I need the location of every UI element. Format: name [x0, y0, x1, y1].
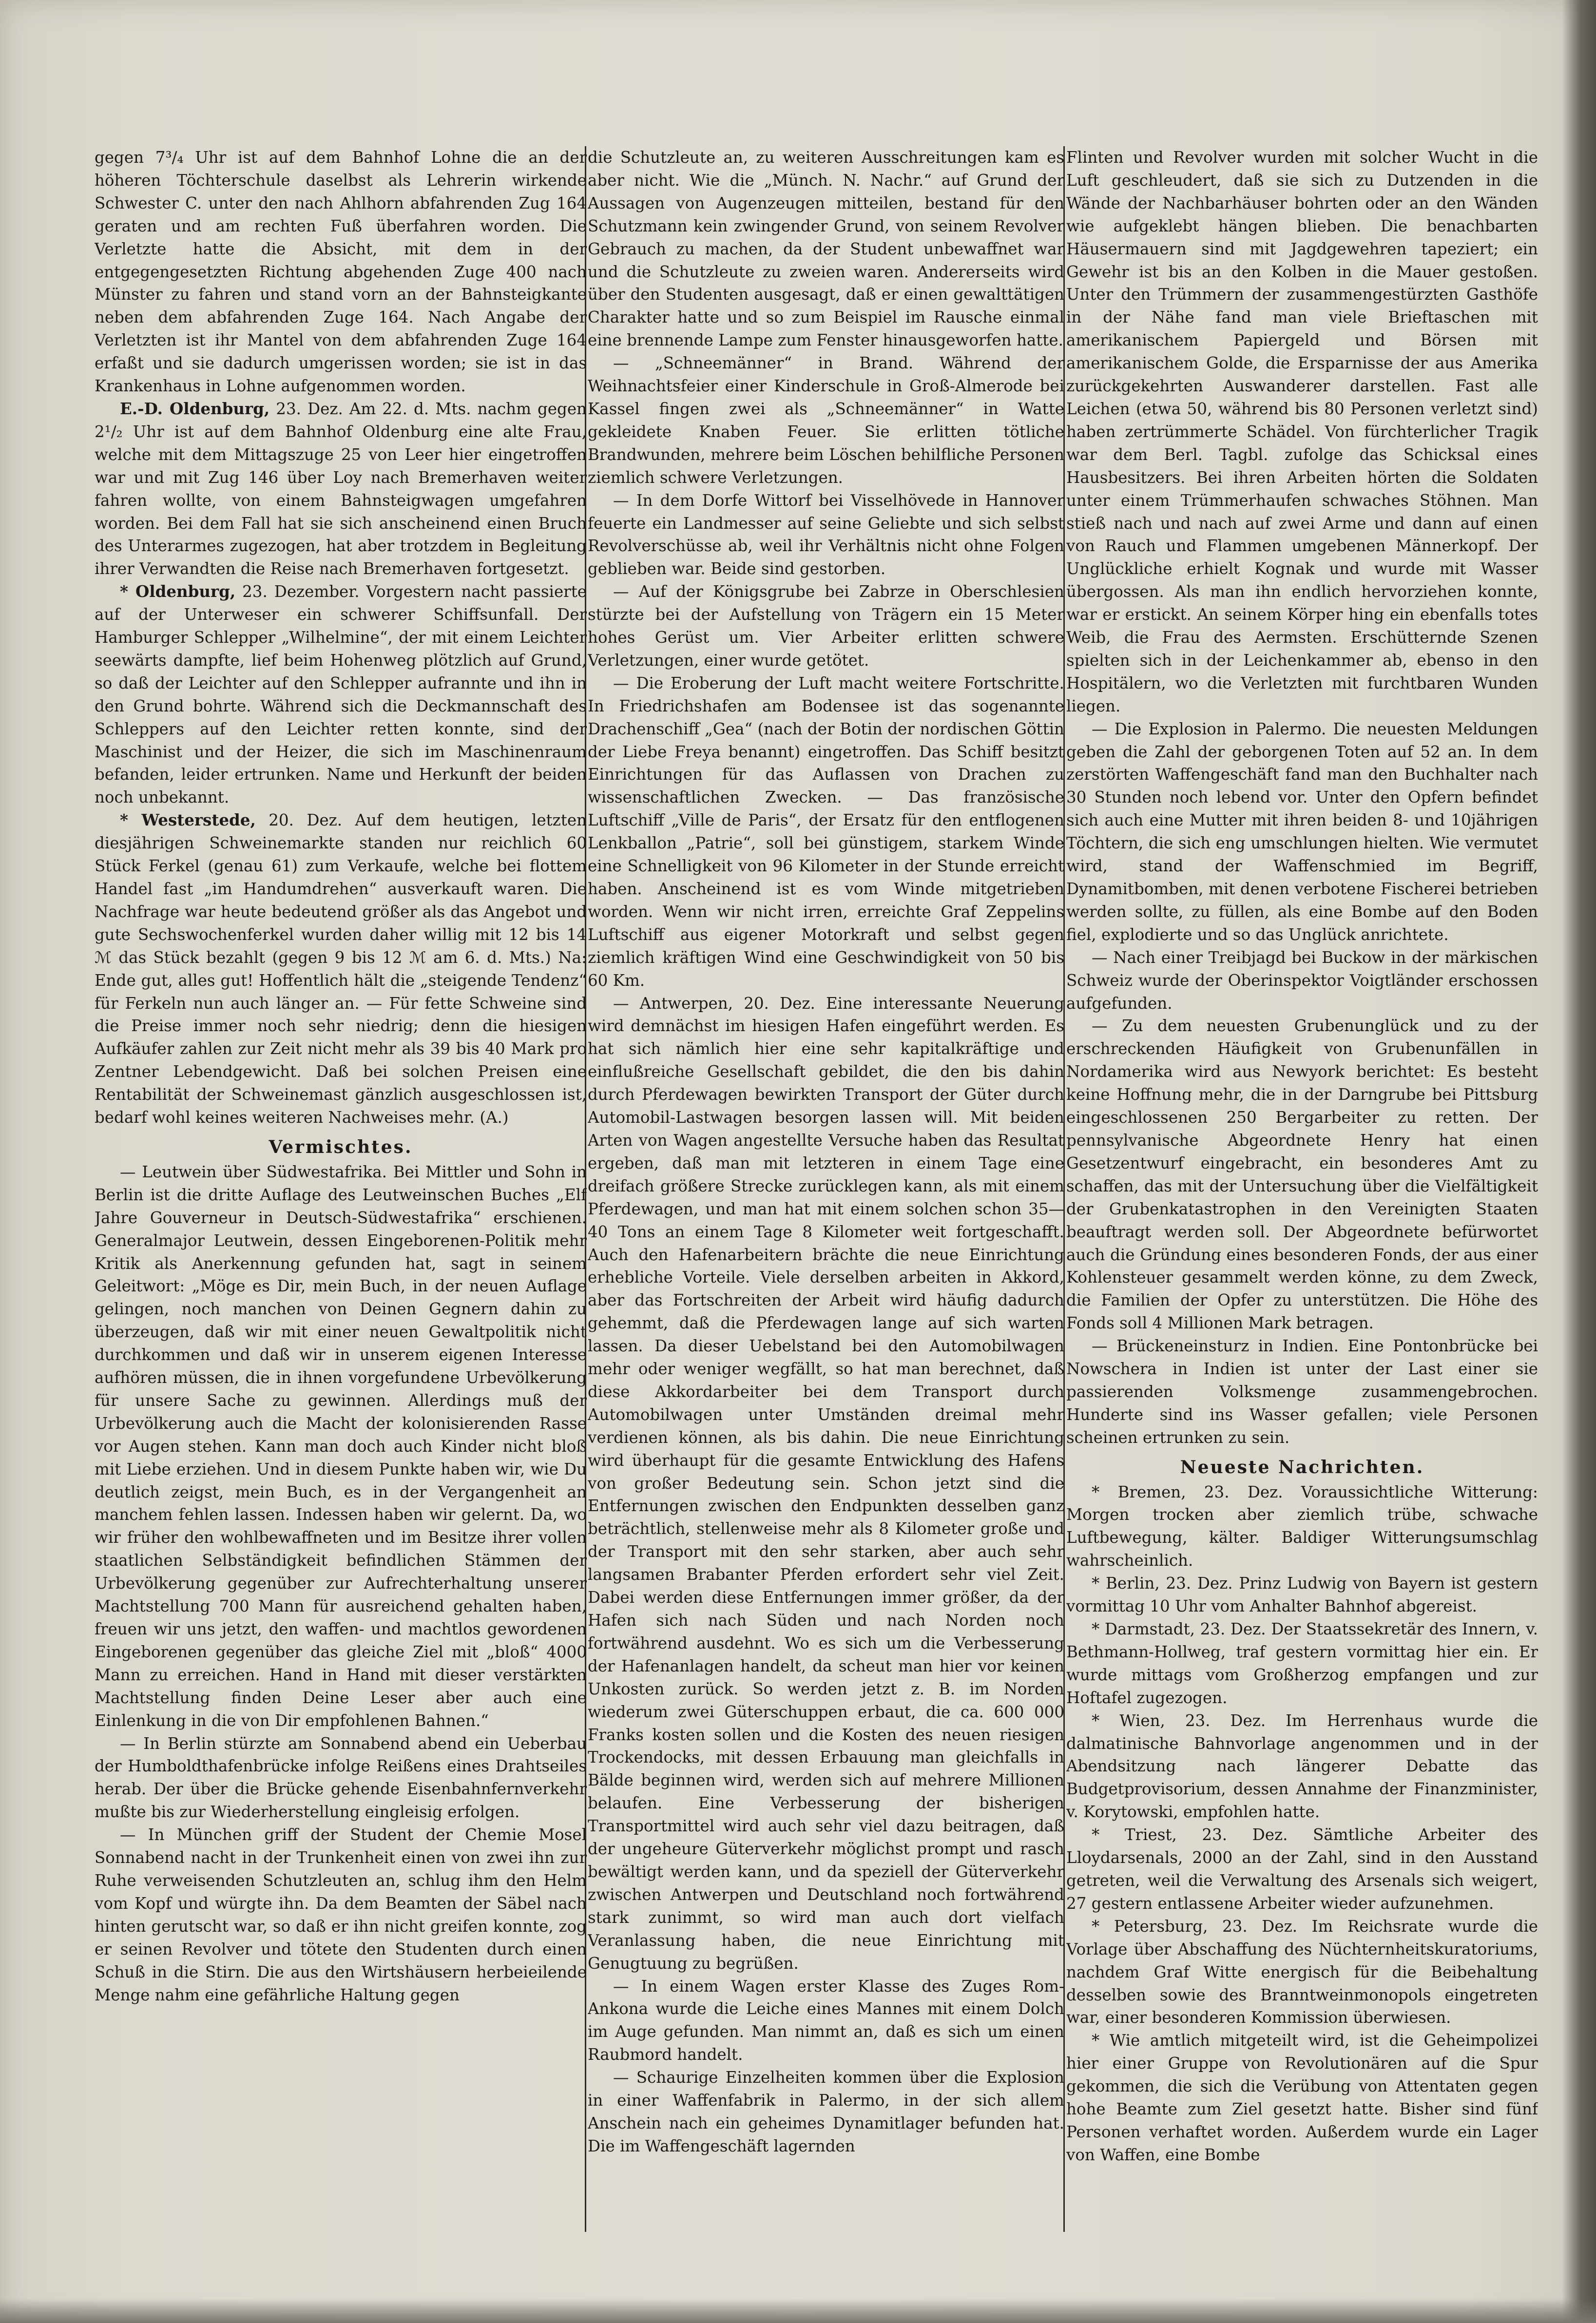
column-right	[1066, 146, 1538, 2242]
article-paragraph	[95, 146, 587, 398]
paragraph-text: * Petersburg, 23. Dez. Im Reichsrate wurde die Vorlage über Abschaffung des Nüchternheitskuratoriums, nachdem Graf Witte energisch für die Beibehaltung desselben sowie des Branntweinmonopols eingetreten war, einer besonderen Kommission überwiesen.	[1066, 1917, 1538, 2027]
article-paragraph	[588, 146, 1064, 352]
paragraph-text: 23. Dez. Am 22. d. Mts. nachm gegen 2¹/₂ Uhr ist auf dem Bahnhof Oldenburg eine alte Frau, welche mit dem Mittagszuge 25 von Leer hier eingetroffen war und mit Zug 146 über Loy nach Bremerhaven weiter fahren wollte, von einem Bahnsteigwagen umgefahren worden. Bei dem Fall hat sie sich anscheinend einen Bruch des Unterarmes zugezogen, hat aber trotzdem in Begleitung ihrer Verwandten die Reise nach Bremerhaven fortgesetzt.	[95, 399, 587, 578]
article-paragraph	[588, 672, 1064, 992]
paragraph-text: * Bremen, 23. Dez. Voraussichtliche Witterung: Morgen trocken aber ziemlich trübe, schwache Luftbewegung, kälter. Baldiger Witterungsumschlag wahrscheinlich.	[1066, 1482, 1538, 1570]
article-paragraph	[588, 2066, 1064, 2158]
article-paragraph	[1066, 1824, 1538, 1915]
dateline: * Westerstede,	[120, 810, 256, 830]
paragraph-text: Flinten und Revolver wurden mit solcher Wucht in die Luft geschleudert, daß sie sich zu Dutzenden in die Wände der Nachbarhäuser bohrten oder an den Wänden wie aufgeklebt hängen blieben. Die benachbarten Häusermauern sind mit Jagdgewehren tapeziert; ein Gewehr ist bis an den Kolben in die Mauer gestoßen. Unter den Trümmern der zusammengestürzten Gasthöfe in der Nähe fand man viele Brieftaschen mit amerikanischem Papiergeld und Börsen mit amerikanischem Golde, die Ersparnisse der aus Amerika zurückgekehrten Auswanderer darstellen. Fast alle Leichen (etwa 50, während bis 80 Personen verletzt sind) haben zertrümmerte Schädel. Von fürchterlicher Tragik war dem Berl. Tagbl. zufolge das Schicksal eines Hausbesitzers. Bei ihren Arbeiten hörten die Soldaten unter einem Trümmerhaufen schwaches Stöhnen. Man stieß nach und nach auf zwei Arme und dann auf einen von Rauch und Flammen umgebenen Männerkopf. Der Unglückliche erhielt Kognak und wurde mit Wasser übergossen. Als man ihn endlich hervorziehen konnte, war er erstickt. An seinem Körper hing ein ebenfalls totes Weib, die Frau des Aermsten. Erschütternde Szenen spielten sich in der Leichenkammer ab, ebenso in den Hospitälern, wo die Verletzten mit furchtbaren Wunden liegen.	[1066, 148, 1538, 715]
paragraph-text: 23. Dezember. Vorgestern nacht passierte auf der Unterweser ein schwerer Schiffsunfall. Der Hamburger Schlepper „Wilhelmine“, der mit einem Leichter seewärts dampfte, lief beim Hohenweg plötzlich auf Grund, so daß der Leichter auf den Schlepper aufrannte und ihn in den Grund bohrte. Während sich die Deckmannschaft des Schleppers auf den Leichter retten konnte, sind der Maschinist und der Heizer, die sich im Maschinenraum befanden, leider ertrunken. Name und Herkunft der beiden noch unbekannt.	[95, 582, 587, 807]
dateline: * Oldenburg,	[120, 582, 236, 601]
paragraph-text: — Die Eroberung der Luft macht weitere Fortschritte. In Friedrichshafen am Bodensee ist das sogenannte Drachenschiff „Gea“ (nach der Botin der nordischen Göttin der Liebe Freya benannt) eingetroffen. Das Schiff besitzt Einrichtungen für das Auflassen von Drachen zu wissenschaftlichen Zwecken. — Das französische Luftschiff „Ville de Paris“, der Ersatz für den entflogenen Lenkballon „Patrie“, soll bei günstigem, starkem Winde eine Schnelligkeit von 96 Kilometer in der Stunde erreicht haben. Anscheinend ist es vom Winde mitgetrieben worden. Wenn wir nicht irren, erreichte Graf Zeppelins Luftschiff aus eigener Motorkraft und selbst gegen ziemlich kräftigen Wind eine Geschwindigkeit von 50 bis 60 Km.	[588, 673, 1064, 990]
article-paragraph	[588, 992, 1064, 1975]
article-paragraph	[1066, 1572, 1538, 1618]
paragraph-text: — In dem Dorfe Wittorf bei Visselhövede in Hannover feuerte ein Landmesser auf seine Geliebte und sich selbst Revolverschüsse ab, weil ihr Verhältnis nicht ohne Folgen geblieben war. Beide sind gestorben.	[588, 491, 1064, 578]
paragraph-text: — Antwerpen, 20. Dez. Eine interessante Neuerung wird demnächst im hiesigen Hafen eingeführt werden. Es hat sich nämlich hier eine sehr kapitalkräftige und einflußreiche Gesellschaft gebildet, die den bis dahin durch Pferdewagen bewirkten Transport der Güter durch Automobil-Lastwagen besorgen lassen will. Mit beiden Arten von Wagen angestellte Versuche haben das Resultat ergeben, daß man mit letzteren in einem Tage eine dreifach größere Strecke zurücklegen kann, als mit einem Pferdewagen, und man hat mit einem solchen schon 35—40 Tons an einem Tage 8 Kilometer weit fortgeschafft. Auch den Hafenarbeitern brächte die neue Einrichtung erhebliche Vorteile. Viele derselben arbeiten in Akkord, aber das Fortschreiten der Arbeit wird häufig dadurch gehemmt, daß die Pferdewagen lange auf sich warten lassen. Da dieser Uebelstand bei den Automobilwagen mehr oder weniger wegfällt, so hat man berechnet, daß diese Akkordarbeiter bei dem Transport durch Automobilwagen unter Umständen dreimal mehr verdienen können, als bis dahin. Die neue Einrichtung wird überhaupt für die gesamte Entwicklung des Hafens von großer Bedeutung sein. Schon jetzt sind die Entfernungen zwischen den Endpunkten desselben ganz beträchtlich, stellenweise mehr als 8 Kilometer große und der Transport mit den sehr starken, aber auch sehr langsamen Brabanter Pferden erfordert sehr viel Zeit. Dabei werden diese Entfernungen immer größer, da der Hafen sich nach Süden und nach Norden noch fortwährend ausdehnt. Wo es sich um die Verbesserung der Hafenanlagen handelt, da scheut man hier vor keinen Unkosten zurück. So werden jetzt z. B. im Norden wiederum zwei Güterschuppen erbaut, die ca. 600 000 Franks kosten sollen und die Kosten des neuen riesigen Trockendocks, mit dessen Erbauung man gleichfalls in Bälde beginnen wird, werden sich auf mehrere Millionen belaufen. Eine Verbesserung der bisherigen Transportmittel wird auch sehr viel dazu beitragen, daß der ungeheure Güterverkehr möglichst prompt und rasch bewältigt werden kann, und da speziell der Güterverkehr zwischen Antwerpen und Deutschland noch fortwährend stark zunimmt, so wird man auch dort vielfach Veranlassung haben, die neue Einrichtung mit Genugtuung zu begrüßen.	[588, 994, 1064, 1973]
article-paragraph	[1066, 1915, 1538, 2030]
article-paragraph	[1066, 1618, 1538, 1709]
section-heading: Neueste Nachrichten.	[1180, 1457, 1424, 1478]
paragraph-text: * Darmstadt, 23. Dez. Der Staatssekretär des Innern, v. Bethmann-Hollweg, traf gestern vormittag hier ein. Er wurde mittags vom Großherzog empfangen und zur Hoftafel zugezogen.	[1066, 1620, 1538, 1707]
paragraph-text: — Brückeneinsturz in Indien. Eine Pontonbrücke bei Nowschera in Indien ist unter der Last einer sie passierenden Volksmenge zusammengebrochen. Hunderte sind ins Wasser gefallen; viele Personen scheinen ertrunken zu sein.	[1066, 1337, 1538, 1447]
article-paragraph	[588, 580, 1064, 672]
article-paragraph	[1066, 1335, 1538, 1449]
section-heading: Vermischtes.	[269, 1136, 413, 1157]
article-paragraph	[588, 352, 1064, 489]
article-paragraph	[1066, 1481, 1538, 1573]
paragraph-text: * Berlin, 23. Dez. Prinz Ludwig von Bayern ist gestern vormittag 10 Uhr vom Anhalter Bahnhof abgereist.	[1066, 1574, 1538, 1616]
dateline: E.-D. Oldenburg,	[120, 399, 270, 418]
article-paragraph	[588, 489, 1064, 581]
article-paragraph	[95, 1161, 587, 1732]
paragraph-text: — In München griff der Student der Chemie Mosel Sonnabend nacht in der Trunkenheit einen von zwei ihn zur Ruhe verweisenden Schutzleuten an, schlug ihm den Helm vom Kopf und würgte ihn. Da dem Beamten der Säbel nach hinten gerutscht war, so daß er ihn nicht greifen konnte, zog er seinen Revolver und tötete den Studenten durch einen Schuß in die Stirn. Die aus den Wirtshäusern herbeieilende Menge nahm eine gefährliche Haltung gegen	[95, 1825, 587, 2004]
article-paragraph	[95, 809, 587, 1129]
page-edge-shadow	[1562, 0, 1596, 2323]
paragraph-text: — Zu dem neuesten Grubenunglück und zu der erschreckenden Häufigkeit von Grubenunfällen in Nordamerika wird aus Newyork berichtet: Es besteht keine Hoffnung mehr, die in der Darngrube bei Pittsburg eingeschlossenen 250 Bergarbeiter zu retten. Der pennsylvanische Abgeordnete Henry hat einen Gesetzentwurf eingebracht, ein besonderes Amt zu schaffen, das mit der Untersuchung über die Vielfältigkeit der Grubenkatastrophen in den Vereinigten Staaten beauftragt werden soll. Der Abgeordnete befürwortet auch die Gründung eines besonderen Fonds, der aus einer Kohlensteuer gesammelt werden könne, zu dem Zweck, die Familien der Opfer zu unterstützen. Die Höhe des Fonds soll 4 Millionen Mark betragen.	[1066, 1017, 1538, 1333]
paragraph-text: die Schutzleute an, zu weiteren Ausschreitungen kam es aber nicht. Wie die „Münch. N. Nachr.“ auf Grund der Aussagen von Augenzeugen mitteilen, bestand für den Schutzmann kein zwingender Grund, von seinem Revolver Gebrauch zu machen, da der Student unbewaffnet war und die Schutzleute zu zweien waren. Andererseits wird über den Studenten ausgesagt, daß er einen gewalttätigen Charakter hatte und so zum Beispiel im Rausche einmal eine brennende Lampe zum Fenster hinausgeworfen hatte.	[588, 148, 1064, 350]
page-bottom-shadow	[0, 2299, 1596, 2323]
paragraph-text: * Wien, 23. Dez. Im Herrenhaus wurde die dalmatinische Bahnvorlage angenommen und in der Abendsitzung nach längerer Debatte das Budgetprovisorium, dessen Annahme der Finanzminister, v. Korytowski, empfohlen hatte.	[1066, 1711, 1538, 1822]
article-paragraph	[588, 1975, 1064, 2067]
article-paragraph	[95, 398, 587, 580]
paragraph-text: — In Berlin stürzte am Sonnabend abend ein Ueberbau der Humboldthafenbrücke infolge Reißens eines Drahtseiles herab. Der über die Brücke gehende Eisenbahnfernverkehr mußte bis zur Wiederherstellung eingleisig erfolgen.	[95, 1734, 587, 1822]
article-paragraph	[1066, 2029, 1538, 2166]
article-paragraph	[1066, 946, 1538, 1015]
paragraph-text: gegen 7³/₄ Uhr ist auf dem Bahnhof Lohne die an der höheren Töchterschule daselbst als Lehrerin wirkende Schwester C. unter den nach Ahlhorn abfahrenden Zug 164 geraten und am rechten Fuß überfahren worden. Die Verletzte hatte die Absicht, mit dem in der entgegengesetzten Richtung abgehenden Zuge 400 nach Münster zu fahren und stand vorn an der Bahnsteigkante neben dem abfahrenden Zuge 164. Nach Angabe der Verletzten ist ihr Mantel von dem abfahrenden Zuge 164 erfaßt und sie dadurch umgerissen worden; sie ist in das Krankenhaus in Lohne aufgenommen worden.	[95, 148, 587, 396]
paragraph-text: — In einem Wagen erster Klasse des Zuges Rom-Ankona wurde die Leiche eines Mannes mit einem Dolch im Auge gefunden. Man nimmt an, daß es sich um einen Raubmord handelt.	[588, 1977, 1064, 2064]
article-paragraph	[95, 1732, 587, 1824]
column-middle	[588, 146, 1064, 2242]
paragraph-text: — Schaurige Einzelheiten kommen über die Explosion in einer Waffenfabrik in Palermo, in der sich allem Anschein nach ein geheimes Dynamitlager befunden hat. Die im Waffengeschäft lagernden	[588, 2068, 1064, 2155]
paragraph-text: — „Schneemänner“ in Brand. Während der Weihnachtsfeier einer Kinderschule in Groß-Almerode bei Kassel fingen zwei als „Schneemänner“ in Watte gekleidete Knaben Feuer. Sie erlitten tötliche Brandwunden, mehrere beim Löschen behilfliche Personen ziemlich schwere Verletzungen.	[588, 354, 1064, 487]
paragraph-text: — Die Explosion in Palermo. Die neuesten Meldungen geben die Zahl der geborgenen Toten auf 52 an. In dem zerstörten Waffengeschäft fand man den Buchhalter nach 30 Stunden noch lebend vor. Unter den Opfern befindet sich auch eine Mutter mit ihren beiden 8- und 10jährigen Töchtern, die sich eng umschlungen hielten. Wie vermutet wird, stand der Waffenschmied im Begriff, Dynamitbomben, mit denen verbotene Fischerei betrieben werden sollte, zu füllen, als eine Bombe auf den Boden fiel, explodierte und so das Unglück anrichtete.	[1066, 719, 1538, 944]
paragraph-text: 20. Dez. Auf dem heutigen, letzten diesjährigen Schweinemarkte standen nur reichlich 60 Stück Ferkel (genau 61) zum Verkaufe, welche bei flottem Handel fast „im Handumdrehen“ ausverkauft waren. Die Nachfrage war heute bedeutend größer als das Angebot und gute Sechswochenferkel wurden daher willig mit 12 bis 14 ℳ das Stück bezahlt (gegen 9 bis 12 ℳ am 6. d. Mts.) Na: Ende gut, alles gut! Hoffentlich hält die „steigende Tendenz“ für Ferkeln nun auch länger an. — Für fette Schweine sind die Preise immer noch sehr niedrig; denn die hiesigen Aufkäufer zahlen zur Zeit nicht mehr als 39 bis 40 Mark pro Zentner Lebendgewicht. Daß bei solchen Preisen eine Rentabilität der Schweinemast gänzlich ausgeschlossen ist, bedarf wohl keines weiteren Nachweises mehr. (A.)	[95, 811, 587, 1127]
article-paragraph	[1066, 1709, 1538, 1824]
paragraph-text: — Leutwein über Südwestafrika. Bei Mittler und Sohn in Berlin ist die dritte Auflage des Leutweinschen Buches „Elf Jahre Gouverneur in Deutsch-Südwestafrika“ erschienen. Generalmajor Leutwein, dessen Eingeborenen-Politik mehr Kritik als Anerkennung gefunden hat, sagt in seinem Geleitwort: „Möge es Dir, mein Buch, in der neuen Auflage gelingen, noch manchen von Deinen Gegnern dahin zu überzeugen, daß wir mit einer neuen Gewaltpolitik nicht durchkommen und daß wir in unserem eigenen Interesse aufhören müssen, die in ihnen vorgefundene Urbevölkerung für unsere Sache zu gewinnen. Allerdings muß der Urbevölkerung auch die Macht der kolonisierenden Rasse vor Augen stehen. Kann man doch auch Kinder nicht bloß mit Liebe erziehen. Und in diesem Punkte haben wir, wie Du deutlich zeigst, mein Buch, es in der Vergangenheit an manchem fehlen lassen. Indessen haben wir gelernt. Da, wo wir früher den wohlbewaffneten und im Besitze ihrer vollen staatlichen Selbständigkeit befindlichen Stämmen der Urbevölkerung gegenüber zur Aufrechterhaltung unserer Machtstellung 700 Mann für ausreichend gehalten haben, freuen wir uns jetzt, den waffen- und machtlos gewordenen Eingeborenen gegenüber das gleiche Ziel mit „bloß“ 4000 Mann zu erreichen. Hand in Hand mit dieser verstärkten Machtstellung finden Deine Leser aber auch eine Einlenkung in die von Dir empfohlenen Bahnen.“	[95, 1162, 587, 1730]
column-left	[95, 146, 587, 2242]
article-paragraph	[95, 1824, 587, 2006]
paragraph-text: * Wie amtlich mitgeteilt wird, ist die Geheimpolizei hier einer Gruppe von Revolutionären auf die Spur gekommen, die sich die Verübung von Attentaten gegen hohe Beamte zum Ziel gesetzt hatte. Bisher sind fünf Personen verhaftet worden. Außerdem wurde ein Lager von Waffen, eine Bombe	[1066, 2031, 1538, 2164]
paragraph-text: * Triest, 23. Dez. Sämtliche Arbeiter des Lloydarsenals, 2000 an der Zahl, sind in den Ausstand getreten, weil die Verwaltung des Arsenals sich weigert, 27 gestern entlassene Arbeiter wieder aufzunehmen.	[1066, 1825, 1538, 1913]
article-paragraph	[1066, 146, 1538, 718]
article-paragraph	[1066, 1015, 1538, 1335]
article-paragraph	[95, 580, 587, 809]
paragraph-text: — Nach einer Treibjagd bei Buckow in der märkischen Schweiz wurde der Oberinspektor Voigtländer erschossen aufgefunden.	[1066, 948, 1538, 1013]
article-paragraph	[1066, 718, 1538, 946]
paragraph-text: — Auf der Königsgrube bei Zabrze in Oberschlesien stürzte bei der Aufstellung von Trägern ein 15 Meter hohes Gerüst um. Vier Arbeiter erlitten schwere Verletzungen, einer wurde getötet.	[588, 582, 1064, 670]
